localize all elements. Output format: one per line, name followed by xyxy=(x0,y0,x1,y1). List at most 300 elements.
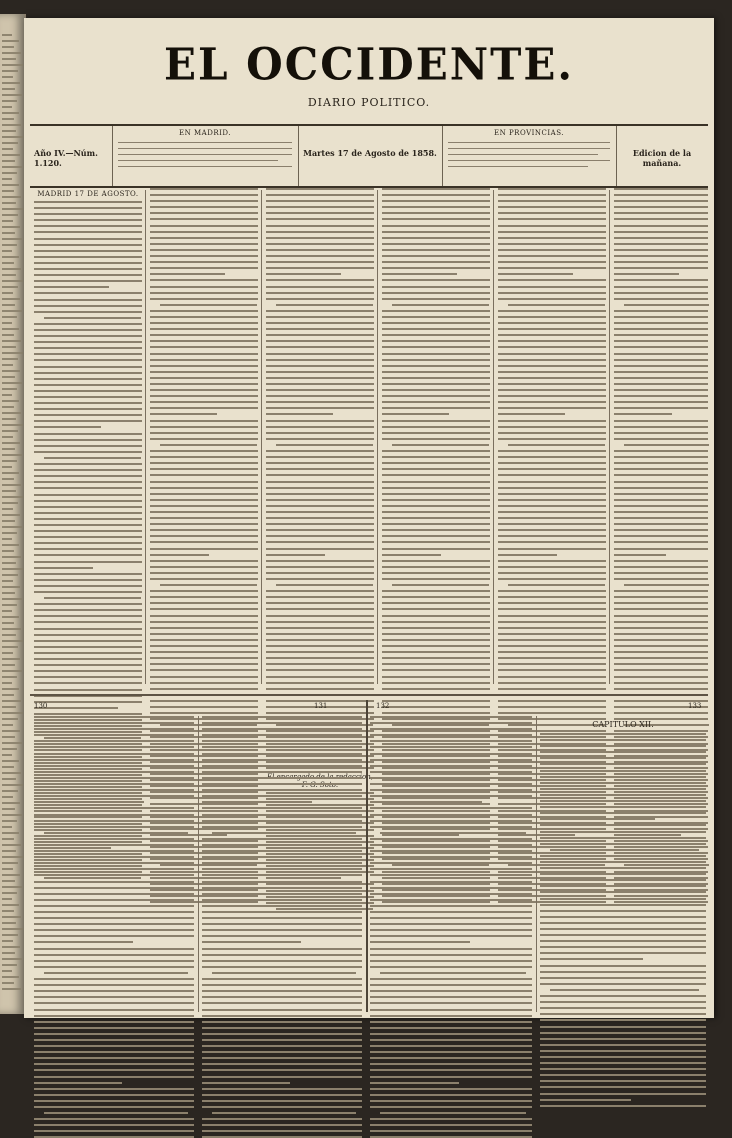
previous-page-text-line xyxy=(2,496,23,498)
previous-page-text-line xyxy=(2,568,23,570)
text-line xyxy=(150,359,258,361)
text-line xyxy=(266,456,374,458)
previous-page-text-line xyxy=(2,820,17,822)
text-line xyxy=(266,273,341,275)
text-line xyxy=(34,378,142,380)
text-line xyxy=(266,231,374,233)
text-line xyxy=(150,273,225,275)
previous-page-text-line xyxy=(2,538,12,540)
article-column-1 xyxy=(34,188,142,688)
text-line xyxy=(266,462,374,464)
text-line xyxy=(382,712,490,714)
text-line xyxy=(382,456,490,458)
text-line xyxy=(508,584,605,586)
text-line xyxy=(498,340,606,342)
text-line xyxy=(498,602,606,604)
text-line xyxy=(614,645,708,647)
text-line xyxy=(382,353,490,355)
text-line xyxy=(540,751,706,753)
text-line xyxy=(614,438,708,440)
previous-page-text-line xyxy=(2,250,12,252)
text-line xyxy=(160,584,257,586)
text-line xyxy=(370,856,532,858)
text-line xyxy=(614,346,708,348)
text-line xyxy=(370,807,532,809)
text-line xyxy=(150,407,258,409)
text-line xyxy=(34,426,101,428)
text-line xyxy=(382,706,490,708)
text-line xyxy=(34,1100,194,1102)
text-line xyxy=(266,608,374,610)
text-line xyxy=(614,432,708,434)
text-line xyxy=(540,965,706,967)
previous-page-text-line xyxy=(2,184,19,186)
text-line xyxy=(540,873,706,875)
text-line xyxy=(624,444,709,446)
text-line xyxy=(34,500,142,502)
text-line xyxy=(540,1013,706,1015)
text-line xyxy=(498,700,606,702)
text-line xyxy=(382,596,490,598)
text-line xyxy=(498,450,606,452)
text-line xyxy=(150,346,258,348)
text-line xyxy=(382,468,490,470)
text-line xyxy=(614,468,708,470)
previous-page-text-line xyxy=(2,148,13,150)
feuilleton-column-2 xyxy=(202,716,362,1014)
text-line xyxy=(266,346,374,348)
text-line xyxy=(540,1105,706,1107)
text-line xyxy=(34,292,142,294)
text-line xyxy=(614,316,708,318)
text-line xyxy=(370,960,532,962)
text-line xyxy=(370,862,532,864)
text-line xyxy=(34,929,194,931)
text-line xyxy=(34,219,142,221)
text-line xyxy=(202,941,301,943)
previous-page-text-line xyxy=(2,160,15,162)
text-line xyxy=(202,1021,362,1023)
text-line xyxy=(614,651,708,653)
text-line xyxy=(150,267,258,269)
text-line xyxy=(498,688,606,690)
text-line xyxy=(34,893,194,895)
text-line xyxy=(540,1019,706,1021)
text-line xyxy=(34,1002,194,1004)
text-line xyxy=(34,305,142,307)
text-line xyxy=(382,225,490,227)
text-line xyxy=(202,789,362,791)
text-line xyxy=(34,881,194,883)
text-line xyxy=(614,334,708,336)
text-line xyxy=(382,200,490,202)
previous-page-text-line xyxy=(2,274,16,276)
text-line xyxy=(614,365,708,367)
text-line xyxy=(540,1032,706,1034)
text-line xyxy=(540,916,706,918)
text-line xyxy=(614,608,708,610)
text-line xyxy=(150,334,258,336)
text-line xyxy=(498,676,606,678)
text-line xyxy=(370,771,532,773)
previous-page-text-line xyxy=(2,244,17,246)
text-line xyxy=(614,322,708,324)
text-line xyxy=(34,353,142,355)
text-line xyxy=(34,1124,194,1126)
text-line xyxy=(202,1130,362,1132)
text-line xyxy=(34,396,142,398)
text-line xyxy=(624,304,709,306)
text-line xyxy=(370,1002,532,1004)
text-line xyxy=(382,615,490,617)
text-line xyxy=(202,820,362,822)
text-line xyxy=(498,200,606,202)
previous-page-text-line xyxy=(2,178,12,180)
text-line xyxy=(614,560,708,562)
text-line xyxy=(540,977,706,979)
previous-page-text-line xyxy=(2,142,18,144)
text-line xyxy=(540,904,706,906)
text-line xyxy=(370,1057,532,1059)
text-line xyxy=(540,1026,706,1028)
text-line xyxy=(202,1094,362,1096)
issue-date: Martes 17 de Agosto de 1858. xyxy=(303,148,437,158)
text-line xyxy=(34,451,142,453)
text-line xyxy=(614,572,708,574)
text-line xyxy=(370,1051,532,1053)
previous-page-text-line xyxy=(2,358,18,360)
folio-131: 131 xyxy=(314,702,328,710)
text-line xyxy=(202,759,362,761)
text-line xyxy=(540,952,706,954)
text-line xyxy=(34,935,194,937)
text-line xyxy=(614,298,708,300)
text-line xyxy=(202,911,362,913)
text-line xyxy=(498,621,606,623)
text-line xyxy=(540,782,706,784)
previous-page-text-line xyxy=(2,364,13,366)
text-line xyxy=(266,377,374,379)
text-line xyxy=(34,1033,194,1035)
text-line xyxy=(202,801,312,803)
text-line xyxy=(34,548,142,550)
previous-page-text-line xyxy=(2,100,17,102)
previous-page-text-line xyxy=(2,286,18,288)
folio-130: 130 xyxy=(34,702,48,710)
feuilleton-column-1 xyxy=(34,716,194,1014)
text-line xyxy=(370,1094,532,1096)
text-line xyxy=(34,591,142,593)
text-line xyxy=(498,346,606,348)
text-line xyxy=(150,669,258,671)
text-line xyxy=(202,862,362,864)
text-line xyxy=(508,304,605,306)
text-line xyxy=(34,838,194,840)
previous-page-text-line xyxy=(2,652,13,654)
text-line xyxy=(370,850,532,852)
text-line xyxy=(614,535,708,537)
text-line xyxy=(382,474,490,476)
text-line xyxy=(202,734,362,736)
previous-page-text-line xyxy=(2,448,15,450)
text-line xyxy=(382,554,441,556)
text-line xyxy=(266,340,374,342)
text-line xyxy=(202,1039,362,1041)
text-line xyxy=(370,874,532,876)
text-line xyxy=(150,353,258,355)
previous-page-text-line xyxy=(2,406,14,408)
text-line xyxy=(370,996,532,998)
text-line xyxy=(266,413,333,415)
text-line xyxy=(34,323,142,325)
text-line xyxy=(34,585,142,587)
previous-page-text-line xyxy=(2,718,18,720)
folio-132: 132 xyxy=(376,702,390,710)
text-line xyxy=(614,310,708,312)
previous-page-text-line xyxy=(2,526,22,528)
text-line xyxy=(614,188,708,190)
text-line xyxy=(382,249,490,251)
previous-page-text-line xyxy=(2,712,23,714)
text-line xyxy=(498,572,606,574)
text-line xyxy=(202,1082,290,1084)
text-line xyxy=(150,237,258,239)
previous-page-text-line xyxy=(2,892,17,894)
text-line xyxy=(498,438,606,440)
text-line xyxy=(266,225,374,227)
text-line xyxy=(382,310,490,312)
text-line xyxy=(202,1033,362,1035)
text-line xyxy=(614,615,708,617)
text-line xyxy=(382,657,490,659)
feuilleton-column-4 xyxy=(540,716,706,1014)
year-number: Año IV.—Núm. 1.120. xyxy=(34,148,98,168)
newspaper-page xyxy=(24,18,714,1018)
text-line xyxy=(34,494,142,496)
text-line xyxy=(540,745,706,747)
text-line xyxy=(34,286,109,288)
text-line xyxy=(498,206,606,208)
text-line xyxy=(150,255,258,257)
article-column-2 xyxy=(150,188,258,688)
text-line xyxy=(266,395,374,397)
text-line xyxy=(266,194,374,196)
text-line xyxy=(498,669,606,671)
text-line xyxy=(34,536,142,538)
text-line xyxy=(370,893,532,895)
text-line xyxy=(34,256,142,258)
text-line xyxy=(614,517,708,519)
text-line xyxy=(266,621,374,623)
text-line xyxy=(382,212,490,214)
text-line xyxy=(498,511,606,513)
previous-page-text-line xyxy=(2,616,19,618)
text-line xyxy=(202,850,362,852)
previous-page-text-line xyxy=(2,886,22,888)
text-line xyxy=(34,728,194,730)
text-line xyxy=(540,861,706,863)
text-line xyxy=(34,948,194,950)
text-line xyxy=(370,1063,532,1065)
text-line xyxy=(540,831,706,833)
text-line xyxy=(34,960,194,962)
text-line xyxy=(34,603,142,605)
text-line xyxy=(34,1051,194,1053)
text-line xyxy=(266,493,374,495)
text-line xyxy=(34,954,194,956)
text-line xyxy=(34,996,194,998)
text-line xyxy=(614,523,708,525)
feuilleton-column-3 xyxy=(370,716,532,1014)
previous-page-text-line xyxy=(2,832,19,834)
text-line xyxy=(498,578,606,580)
text-line xyxy=(266,663,374,665)
text-line xyxy=(202,881,362,883)
text-line xyxy=(34,874,194,876)
text-line xyxy=(266,401,374,403)
text-line xyxy=(266,316,374,318)
text-line xyxy=(498,639,606,641)
text-line xyxy=(202,838,362,840)
text-line xyxy=(34,268,142,270)
text-line xyxy=(498,590,606,592)
text-line xyxy=(34,615,142,617)
text-line xyxy=(266,669,374,671)
previous-page-text-line xyxy=(2,124,21,126)
text-line xyxy=(614,450,708,452)
text-line xyxy=(498,212,606,214)
text-line xyxy=(266,682,374,684)
text-line xyxy=(614,426,708,428)
text-line xyxy=(266,292,374,294)
text-line xyxy=(34,923,194,925)
text-line xyxy=(382,517,490,519)
previous-page-text-line xyxy=(2,268,21,270)
text-line xyxy=(382,633,490,635)
previous-page-text-line xyxy=(2,190,14,192)
text-line xyxy=(498,188,606,190)
text-line xyxy=(540,983,706,985)
previous-page-text-line xyxy=(2,208,23,210)
text-line xyxy=(382,523,490,525)
text-line xyxy=(150,712,258,714)
previous-page-text-line xyxy=(2,466,12,468)
text-line xyxy=(202,807,362,809)
text-line xyxy=(266,353,374,355)
previous-page-text-line xyxy=(2,586,20,588)
previous-page-text-line xyxy=(2,52,21,54)
text-line xyxy=(34,225,142,227)
previous-page-text-line xyxy=(2,742,22,744)
text-line xyxy=(34,905,194,907)
text-line xyxy=(614,548,708,550)
text-line xyxy=(150,554,209,556)
previous-page-text-line xyxy=(2,130,16,132)
text-line xyxy=(614,712,708,714)
text-line xyxy=(540,1001,706,1003)
text-line xyxy=(614,401,708,403)
text-line xyxy=(498,487,606,489)
text-line xyxy=(212,972,356,974)
text-line xyxy=(614,633,708,635)
text-line xyxy=(202,990,362,992)
previous-page-text-line xyxy=(2,166,22,168)
text-line xyxy=(498,231,606,233)
text-line xyxy=(212,832,356,834)
text-line xyxy=(266,255,374,257)
text-line xyxy=(34,676,142,678)
text-line xyxy=(382,688,490,690)
text-line xyxy=(540,1080,706,1082)
text-line xyxy=(370,899,532,901)
text-line xyxy=(614,462,708,464)
text-line xyxy=(498,377,606,379)
text-line xyxy=(266,523,374,525)
text-line xyxy=(150,377,258,379)
previous-page-text-line xyxy=(2,490,16,492)
text-line xyxy=(382,334,490,336)
provinces-prices-cell xyxy=(442,126,617,186)
text-line xyxy=(202,1124,362,1126)
text-line xyxy=(34,713,142,715)
previous-page-text-line xyxy=(2,70,18,72)
text-line xyxy=(382,267,490,269)
previous-page-text-line xyxy=(2,136,23,138)
text-line xyxy=(34,414,142,416)
text-line xyxy=(34,850,194,852)
previous-page-text-line xyxy=(2,580,13,582)
text-line xyxy=(150,615,258,617)
text-line xyxy=(34,682,142,684)
previous-page-text-line xyxy=(2,484,21,486)
text-line xyxy=(498,456,606,458)
previous-page-text-line xyxy=(2,226,20,228)
text-line xyxy=(382,608,490,610)
text-line xyxy=(150,468,258,470)
text-line xyxy=(150,602,258,604)
text-line xyxy=(382,273,457,275)
previous-page-text-line xyxy=(2,628,21,630)
text-line xyxy=(202,1015,362,1017)
previous-page-text-line xyxy=(2,640,23,642)
text-line xyxy=(382,462,490,464)
previous-page-text-line xyxy=(2,472,19,474)
text-line xyxy=(266,548,374,550)
previous-page-text-line xyxy=(2,724,13,726)
text-line xyxy=(498,493,606,495)
text-line xyxy=(150,413,217,415)
text-line xyxy=(540,891,706,893)
text-line xyxy=(202,856,362,858)
previous-page-text-line xyxy=(2,430,18,432)
text-line xyxy=(34,807,194,809)
text-line xyxy=(382,682,490,684)
previous-page-text-line xyxy=(2,880,15,882)
text-line xyxy=(498,334,606,336)
text-line xyxy=(202,984,362,986)
text-line xyxy=(498,286,606,288)
text-line xyxy=(34,1130,194,1132)
previous-page-text-line xyxy=(2,784,23,786)
text-line xyxy=(266,286,374,288)
text-line xyxy=(34,1027,194,1029)
text-line xyxy=(202,923,362,925)
previous-page-text-line xyxy=(2,202,16,204)
text-line xyxy=(34,722,194,724)
text-line xyxy=(202,929,362,931)
text-line xyxy=(34,359,142,361)
text-line xyxy=(34,335,142,337)
